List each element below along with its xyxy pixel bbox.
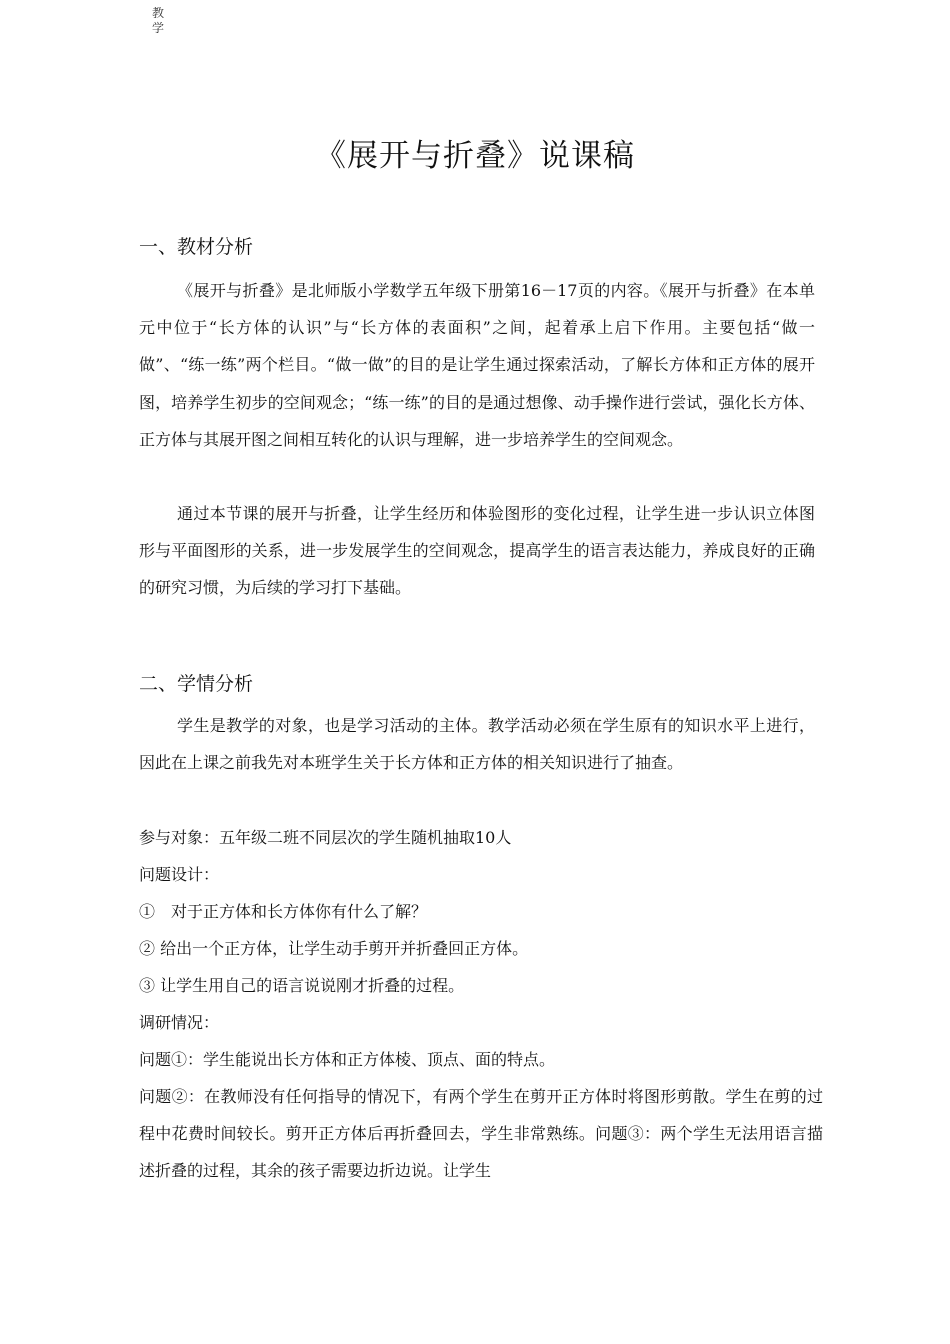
section-heading-materials: 一、教材分析 <box>139 236 254 258</box>
paragraph-materials-2: 通过本节课的展开与折叠，让学生经历和体验图形的变化过程，让学生进一步认识立体图形与平面图形的关系，进一步发展学生的空间观念，提高学生的语言表达能力，养成良好的正确的研究习惯，为后续的学习打下基础。 <box>139 504 815 598</box>
question-item-3: ③ 让学生用自己的语言说说刚才折叠的过程。 <box>139 976 465 995</box>
section-heading-learners: 二、学情分析 <box>139 673 254 695</box>
header-mark: 教学 <box>152 6 165 35</box>
survey-label: 调研情况： <box>139 1013 220 1032</box>
paragraph-materials-1: 《展开与折叠》是北师版小学数学五年级下册第16－17页的内容。《展开与折叠》在本单元中位于“长方体的认识”与“长方体的表面积”之间，起着承上启下作用。主要包括“做一做”、“练一练”两个栏目。“做一做”的目的是让学生通过探索活动，了解长方体和正方体的展开图，培养学生初步的空间观念；“练一练”的目的是通过想像、动手操作进行尝试，强化长方体、正方体与其展开图之间相互转化的认识与理解，进一步培养学生的空间观念。 <box>139 281 815 449</box>
page-title: 《展开与折叠》说课稿 <box>315 138 635 174</box>
question-design-label: 问题设计： <box>139 865 220 884</box>
question-item-1: ① 对于正方体和长方体你有什么了解？ <box>139 902 428 921</box>
participants-line: 参与对象：五年级二班不同层次的学生随机抽取10人 <box>139 828 512 847</box>
paragraph-learners-intro: 学生是教学的对象，也是学习活动的主体。教学活动必须在学生原有的知识水平上进行，因此在上课之前我先对本班学生关于长方体和正方体的相关知识进行了抽查。 <box>139 716 815 773</box>
survey-question-1: 问题①：学生能说出长方体和正方体棱、顶点、面的特点。 <box>139 1050 556 1069</box>
survey-question-2-3: 问题②：在教师没有任何指导的情况下，有两个学生在剪开正方体时将图形剪散。学生在剪的过程中花费时间较长。剪开正方体后再折叠回去，学生非常熟练。问题③：两个学生无法用语言描述折叠的过程，其余的孩子需要边折边说。让学生 <box>139 1087 823 1181</box>
question-item-2: ② 给出一个正方体，让学生动手剪开并折叠回正方体。 <box>139 939 529 958</box>
